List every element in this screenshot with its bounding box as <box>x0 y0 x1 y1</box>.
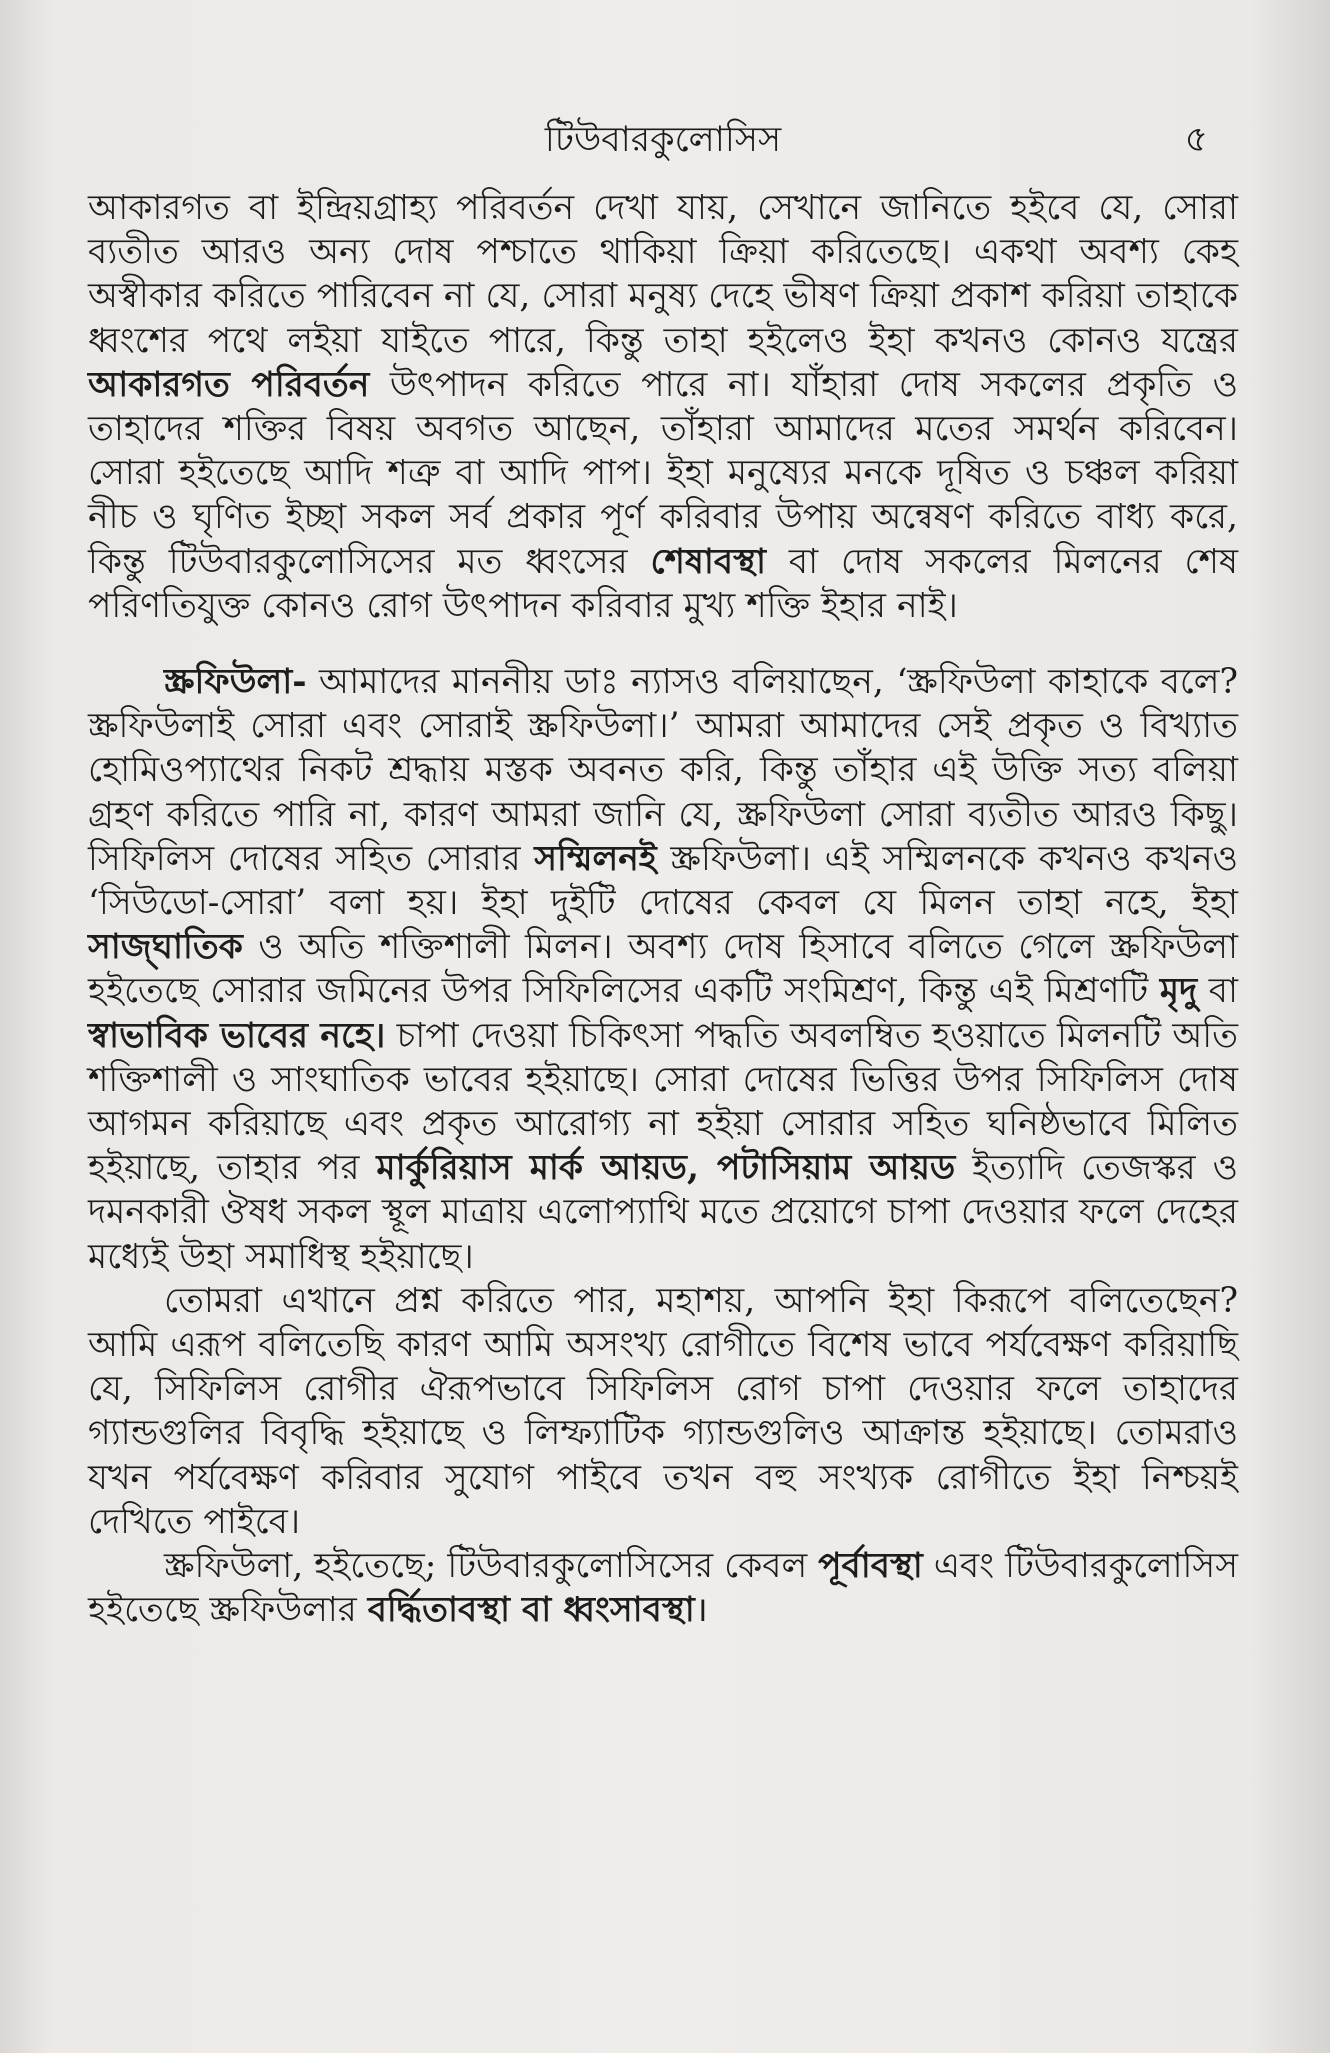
body-text <box>88 186 1238 1633</box>
text-run: ইত্যাদি তেজস্কর ও দমনকারী ঔষধ সকল স্থূল মাত্রায় এলোপ্যাথি মতে প্রয়োগে চাপা দেওয়ার ফলে দেহের মধ্যেই উহা সমাধিস্থ হইয়াছে। <box>88 1148 1238 1277</box>
text-run: বা দোষ সকলের মিলনের শেষ পরিণতিযুক্ত কোনও রোগ উৎপাদন করিবার মুখ্য শক্তি ইহার নাই। <box>88 541 1238 626</box>
paragraph-question <box>88 1279 1238 1544</box>
text-run: । <box>694 1590 708 1631</box>
paragraph-continuation <box>88 186 1238 628</box>
bold-phrase: আকারগত পরিবর্তন <box>88 364 370 405</box>
text-run: আকারগত বা ইন্দ্রিয়গ্রাহ্য পরিবর্তন দেখা যায়, সেখানে জানিতে হইবে যে, সোরা ব্যতীত আরও অন্য দোষ পশ্চাতে থাকিয়া ক্রিয়া করিতেছে। একথা অবশ্য কেহ অস্বীকার করিতে পারিবেন না যে, সোরা মনুষ্য দেহে ভীষণ ক্রিয়া প্রকাশ করিয়া তাহাকে ধ্বংশের পথে লইয়া যাইতে পারে, কিন্তু তাহা হইলেও ইহা কখনও কোনও যন্ত্রের <box>88 188 1238 361</box>
page-header <box>88 112 1238 172</box>
text-run: তোমরা এখানে প্রশ্ন করিতে পার, মহাশয়, আপনি ইহা কিরূপে বলিতেছেন? আমি এরূপ বলিতেছি কারণ আমি অসংখ্য রোগীতে বিশেষ ভাবে পর্যবেক্ষণ করিয়াছি যে, সিফিলিস রোগীর ঐরূপভাবে সিফিলিস রোগ চাপা দেওয়ার ফলে তাহাদের গ্যান্ডগুলির বিবৃদ্ধি হইয়াছে ও লিম্ফ্যাটিক গ্যান্ডগুলিও আক্রান্ত হইয়াছে। তোমরাও যখন পর্যবেক্ষণ করিবার সুযোগ পাইবে তখন বহু সংখ্যক রোগীতে ইহা নিশ্চয়ই দেখিতে পাইবে। <box>88 1280 1238 1542</box>
bold-phrase: বর্দ্ধিতাবস্থা বা ধ্বংসাবস্থা <box>367 1590 695 1631</box>
text-run: এবং টিউবারকুলোসিস হইতেছে স্ক্রফিউলার <box>88 1546 1238 1631</box>
bold-phrase: মার্কুরিয়াস মার্ক আয়ড, পটাসিয়াম আয়ড <box>376 1148 956 1189</box>
bold-phrase: পূর্বাবস্থা <box>818 1546 923 1587</box>
text-run: আমাদের মাননীয় ডাঃ ন্যাসও বলিয়াছেন, ‘স্ক্রফিউলা কাহাকে বলে? স্ক্রফিউলাই সোরা এবং সোরাই স্ক্রফিউলা।’ আমরা আমাদের সেই প্রকৃত ও বিখ্যাত হোমিওপ্যাথের নিকট শ্রদ্ধায় মস্তক অবনত করি, কিন্তু তাঁহার এই উক্তি সত্য বলিয়া গ্রহণ করিতে পারি না, কারণ আমরা জানি যে, স্ক্রফিউলা সোরা ব্যতীত আরও কিছু। সিফিলিস দোষের সহিত সোরার <box>88 662 1238 879</box>
text-run: বা <box>1197 971 1238 1012</box>
paragraph-conclusion <box>88 1544 1238 1632</box>
bold-phrase: মৃদু <box>1159 971 1198 1012</box>
paragraph-scrofula <box>88 660 1238 1279</box>
text-run: উৎপাদন করিতে পারে না। যাঁহারা দোষ সকলের প্রকৃতি ও তাহাদের শক্তির বিষয় অবগত আছেন, তাঁহারা আমাদের মতের সমর্থন করিবেন। সোরা হইতেছে আদি শত্রু বা আদি পাপ। ইহা মনুষ্যের মনকে দূষিত ও চঞ্চল করিয়া নীচ ও ঘৃণিত ইচ্ছা সকল সর্ব প্রকার পূর্ণ করিবার উপায় অন্বেষণ করিতে বাধ্য করে, কিন্তু টিউবারকুলোসিসের মত ধ্বংসের <box>88 364 1238 582</box>
bold-phrase: শেষাবস্থা <box>650 541 766 582</box>
running-title: টিউবারকুলোসিস <box>544 120 782 160</box>
bold-phrase: সাজ্ঘাতিক <box>88 927 243 968</box>
bold-phrase: সম্মিলনই <box>534 838 657 879</box>
bold-phrase: স্বাভাবিক ভাবের নহে। <box>88 1015 386 1056</box>
page-number: ৫ <box>1184 119 1208 160</box>
section-heading: স্ক্রফিউলা- <box>164 662 307 703</box>
text-run: স্ক্রফিউলা, হইতেছে; টিউবারকুলোসিসের কেবল <box>164 1546 819 1587</box>
text-run: ও অতি শক্তিশালী মিলন। অবশ্য দোষ হিসাবে বলিতে গেলে স্ক্রফিউলা হইতেছে সোরার জমিনের উপর সিফিলিসের একটি সংমিশ্রণ, কিন্তু এই মিশ্রণটি <box>88 927 1238 1012</box>
text-run: চাপা দেওয়া চিকিৎসা পদ্ধতি অবলম্বিত হওয়াতে মিলনটি অতি শক্তিশালী ও সাংঘাতিক ভাবের হইয়াছে। সোরা দোষের ভিত্তির উপর সিফিলিস দোষ আগমন করিয়াছে এবং প্রকৃত আরোগ্য না হইয়া সোরার সহিত ঘনিষ্ঠভাবে মিলিত হইয়াছে, তাহার পর <box>88 1015 1238 1189</box>
text-run: স্ক্রফিউলা। এই সম্মিলনকে কখনও কখনও ‘সিউডো-সোরা’ বলা হয়। ইহা দুইটি দোষের কেবল যে মিলন তাহা নহে, ইহা <box>88 838 1238 924</box>
